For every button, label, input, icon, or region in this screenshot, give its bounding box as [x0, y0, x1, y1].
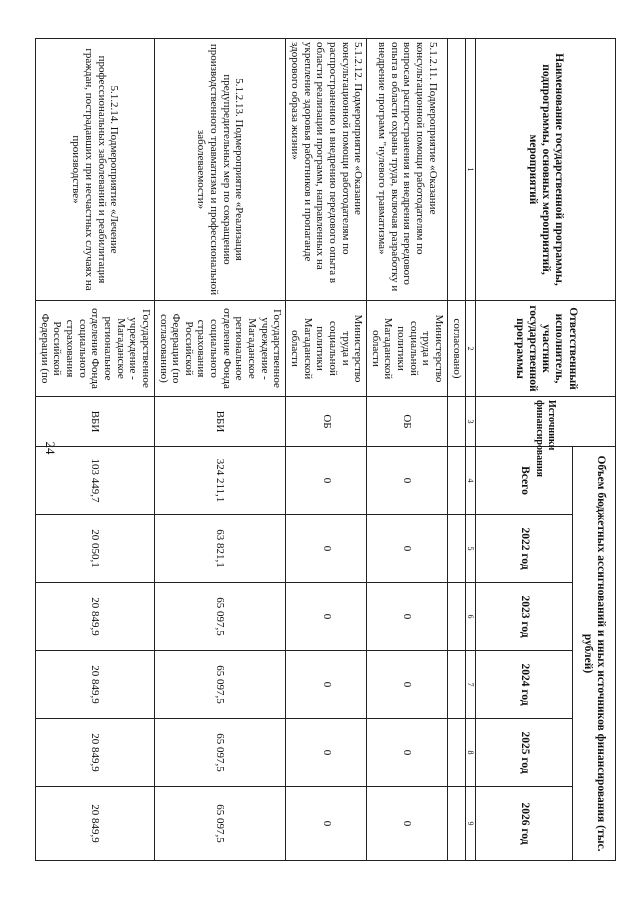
row-name: 5.1.2.12. Подмероприятие «Оказание консультационной помощи работодателям по распространению и внедрению передового опыта в области реализации программ, направленных на укрепление здоровья работников и пропаганде здорового образа жизни» — [286, 39, 367, 301]
header-name: Наименование государственной программы, подпрограммы, основных мероприятий, мероприятий — [476, 39, 616, 301]
cell — [448, 787, 466, 861]
row-value-2024: 0 — [367, 651, 448, 719]
row-total: 324 211,1 — [154, 447, 285, 515]
header-total: Всего — [476, 447, 573, 515]
row-name: 5.1.2.11. Подмероприятие «Оказание консультационной помощи работодателям по вопросам распространения и внедрения передового опыта в области охраны труда, включая разработку и внедрение программ "нулевого травматизма» — [367, 39, 448, 301]
row-value-2024: 65 097,5 — [154, 651, 285, 719]
row-value-2024: 20 849,9 — [36, 651, 155, 719]
row-value-2026: 20 849,9 — [36, 787, 155, 861]
continuation-executor: согласовано) — [448, 301, 466, 397]
row-value-2023: 0 — [367, 583, 448, 651]
cell — [448, 515, 466, 583]
col-num-6: 6 — [466, 583, 476, 651]
col-num-9: 9 — [466, 787, 476, 861]
row-source: ОБ — [286, 397, 367, 447]
col-num-8: 8 — [466, 719, 476, 787]
row-name: 5.1.2.13. Подмероприятие «Реализация предупредительных мер по сокращению производственного травматизма и профессиональной заболеваемости» — [154, 39, 285, 301]
table-row — [36, 39, 155, 861]
col-num-5: 5 — [466, 515, 476, 583]
row-value-2026: 0 — [286, 787, 367, 861]
row-value-2023: 65 097,5 — [154, 583, 285, 651]
col-num-2: 2 — [466, 301, 476, 397]
row-executor: Государственное учреждение - Магаданское региональное отделение Фонда социального страхования Российской Федерации (по согласованию) — [154, 301, 285, 397]
header-executor: Ответственный исполнитель, участник государственной программы — [476, 301, 616, 397]
row-name: 5.1.2.14. Подмероприятие «Лечение профессиональных заболеваний и реабилитация граждан, пострадавших при несчастных случаях на производстве» — [36, 39, 155, 301]
page-number: 24 — [43, 441, 58, 455]
table-row — [367, 39, 448, 861]
header-year-2023: 2023 год — [476, 583, 573, 651]
cell — [448, 651, 466, 719]
column-number-row — [466, 39, 476, 861]
row-value-2025: 0 — [367, 719, 448, 787]
cell — [448, 583, 466, 651]
row-value-2023: 20 849,9 — [36, 583, 155, 651]
row-total: 0 — [286, 447, 367, 515]
table-rotated — [38, 38, 616, 860]
row-value-2025: 20 849,9 — [36, 719, 155, 787]
row-value-2026: 65 097,5 — [154, 787, 285, 861]
header-year-2025: 2025 год — [476, 719, 573, 787]
table-row — [286, 39, 367, 861]
col-num-3: 3 — [466, 397, 476, 447]
row-value-2022: 0 — [367, 515, 448, 583]
row-value-2026: 0 — [367, 787, 448, 861]
row-value-2025: 0 — [286, 719, 367, 787]
row-source: ОБ — [367, 397, 448, 447]
row-executor: Министерство труда и социальной политики Магаданской области — [367, 301, 448, 397]
header-year-2026: 2026 год — [476, 787, 573, 861]
col-num-4: 4 — [466, 447, 476, 515]
header-volume: Объем бюджетных ассигнований и иных источников финансирования (тыс. рублей) — [573, 447, 616, 861]
row-value-2023: 0 — [286, 583, 367, 651]
funding-table — [35, 38, 616, 861]
table-rotation-frame — [38, 38, 616, 860]
header-row-1 — [573, 39, 616, 861]
header-year-2024: 2024 год — [476, 651, 573, 719]
row-value-2022: 63 821,1 — [154, 515, 285, 583]
row-source: ВБИ — [154, 397, 285, 447]
cell — [448, 39, 466, 301]
cell — [448, 397, 466, 447]
cell — [448, 719, 466, 787]
header-source: Источники финансирования — [476, 397, 616, 447]
cell — [448, 447, 466, 515]
row-total: 103 449,7 — [36, 447, 155, 515]
row-value-2022: 0 — [286, 515, 367, 583]
continuation-row — [448, 39, 466, 861]
header-year-2022: 2022 год — [476, 515, 573, 583]
row-executor: Государственное учреждение - Магаданское региональное отделение Фонда социального страхования Российской Федерации (по — [36, 301, 155, 397]
row-executor: Министерство труда и социальной политики Магаданской области — [286, 301, 367, 397]
row-total: 0 — [367, 447, 448, 515]
table-row — [154, 39, 285, 861]
row-source: ВБИ — [36, 397, 155, 447]
row-value-2022: 20 050,1 — [36, 515, 155, 583]
row-value-2024: 0 — [286, 651, 367, 719]
col-num-7: 7 — [466, 651, 476, 719]
row-value-2025: 65 097,5 — [154, 719, 285, 787]
col-num-1: 1 — [466, 39, 476, 301]
